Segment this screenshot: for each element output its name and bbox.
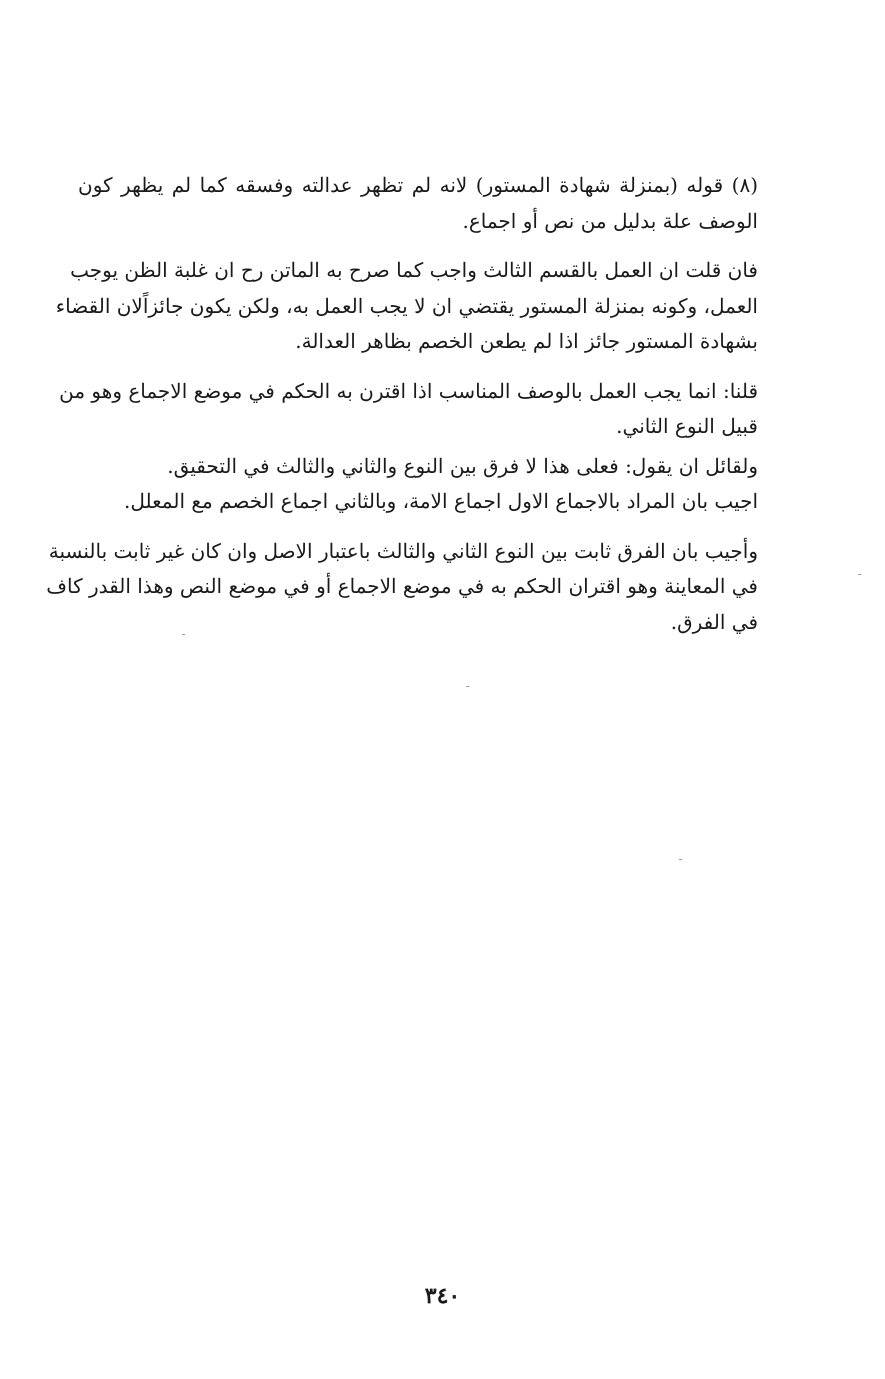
text-line: العمل، وكونه بمنزلة المستور يقتضي ان لا يجب العمل به، ولكن يكون جائزاًلان القضاء [55,293,758,318]
text-line: بشهادة المستور جائز اذا لم يطعن الخصم بظاهر العدالة. [295,329,758,353]
scan-speck [679,859,682,860]
scan-speck [182,634,185,635]
text-line: ولقائل ان يقول: فعلى هذا لا فرق بين النوع والثاني والثالث في التحقيق. [167,453,758,478]
paragraph-answer-2 [46,534,758,641]
paragraph-footnote-8 [78,168,758,239]
body-text [46,168,758,640]
text-line: وأجيب بان الفرق ثابت بين النوع الثاني والثالث باعتبار الاصل وان كان غير ثابت بالنسبة [48,538,758,563]
paragraph-question [78,449,758,485]
text-line: قبيل النوع الثاني. [616,414,758,438]
text-line: الوصف علة بدليل من نص أو اجماع. [462,208,758,233]
text-line: فان قلت ان العمل بالقسم الثالث واجب كما صرح به الماتن رح ان غلبة الظن يوجب [70,258,758,282]
text-line: قلنا: انما يجب العمل بالوصف المناسب اذا اقترن به الحكم في موضع الاجماع وهو من [59,378,758,403]
scan-speck [466,686,469,687]
text-line: (٨) قوله (بمنزلة شهادة المستور) لانه لم تظهر عدالته وفسقه كما لم يظهر كون [78,173,758,197]
paragraph-objection [55,253,758,360]
page-number: ٣٤٠ [424,1283,461,1309]
paragraph-reply [59,374,758,445]
paragraph-answer-1 [78,484,758,520]
text-line: في الفرق. [670,609,758,634]
text-line: في المعاينة وهو اقتران الحكم به في موضع الاجماع أو في موضع النص وهذا القدر كاف [46,574,758,598]
scan-speck [858,574,861,575]
text-line: اجيب بان المراد بالاجماع الاول اجماع الامة، وبالثاني اجماع الخصم مع المعلل. [124,489,758,513]
